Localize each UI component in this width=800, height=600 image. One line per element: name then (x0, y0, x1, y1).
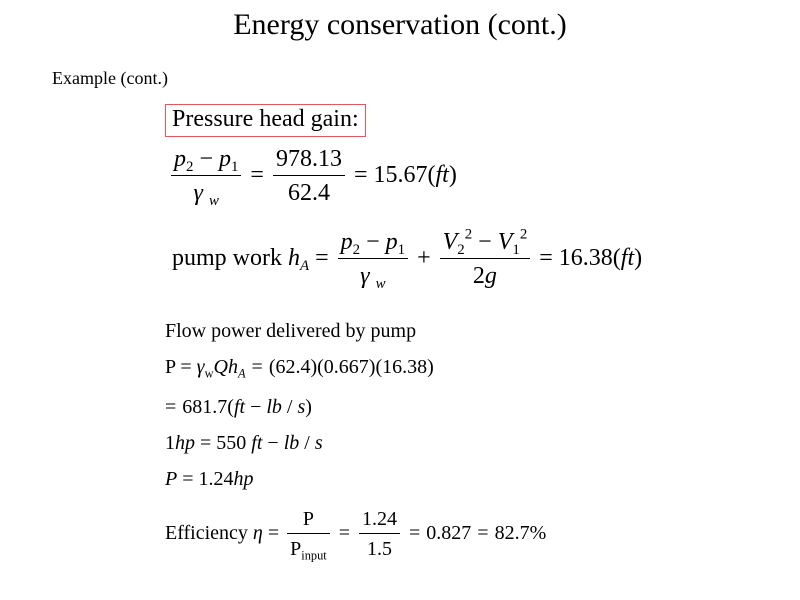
efficiency-label: Efficiency (165, 522, 248, 545)
flow-power-heading: Flow power delivered by pump (165, 320, 417, 342)
pump-work-equation: pump work $h_A$ = $\frac{p_2 - p_1}{\gamma _w}$ + $\frac{V_2^2 - V_1^2}{2g}$ = 16.38(ft) (172, 226, 643, 293)
numeric-fraction: $\frac{978.13}{62.4}$ (273, 146, 345, 207)
flow-power-line-2: = 681.7(ft − lb / s) (165, 396, 312, 418)
pump-pressure-fraction: $\frac{p_2 - p_1}{\gamma _w}$ (338, 229, 408, 290)
pressure-head-result: 15.67 (373, 162, 428, 189)
pressure-head-equation: $\frac{p_2 - p_1}{\gamma _w}$ = $\frac{978.13}{62.4}$ = 15.67(ft) (168, 146, 457, 207)
efficiency-numeric-fraction: $\frac{1.24}{1.5}$ (359, 508, 400, 561)
pump-work-result: 16.38 (558, 245, 613, 272)
power-in-hp: P = 1.24hp (165, 468, 254, 490)
pressure-head-unit: ft (435, 162, 449, 189)
efficiency-decimal: 0.827 (426, 522, 472, 545)
efficiency-equation: Efficiency η = $\frac{P}{P_{input}}$ = $\frac{1.24}{1.5}$ = 0.827 = 82.7% (165, 508, 547, 563)
pump-work-unit: ft (620, 245, 635, 272)
flow-power-values: (62.4)(0.667)(16.38) (268, 356, 434, 378)
slide-title: Energy conservation (cont.) (233, 8, 567, 41)
velocity-head-fraction: $\frac{V_2^2 - V_1^2}{2g}$ (440, 229, 531, 290)
pump-work-label: pump work (172, 245, 282, 272)
efficiency-percent: 82.7% (494, 522, 547, 545)
slide-subtitle: Example (cont.) (52, 68, 168, 88)
flow-power-line-1: $P = \gamma_wQh_A = (62.4)(0.667)(16.38)$ (165, 356, 434, 381)
horsepower-conversion: 1hp = 550 ft − lb / s (165, 432, 323, 454)
pressure-diff-fraction: $\frac{p_2 - p_1}{\gamma _w}$ (171, 146, 241, 207)
pressure-head-label: Pressure head gain: (165, 104, 366, 137)
efficiency-power-fraction: $\frac{P}{P_{input}}$ (287, 508, 330, 561)
